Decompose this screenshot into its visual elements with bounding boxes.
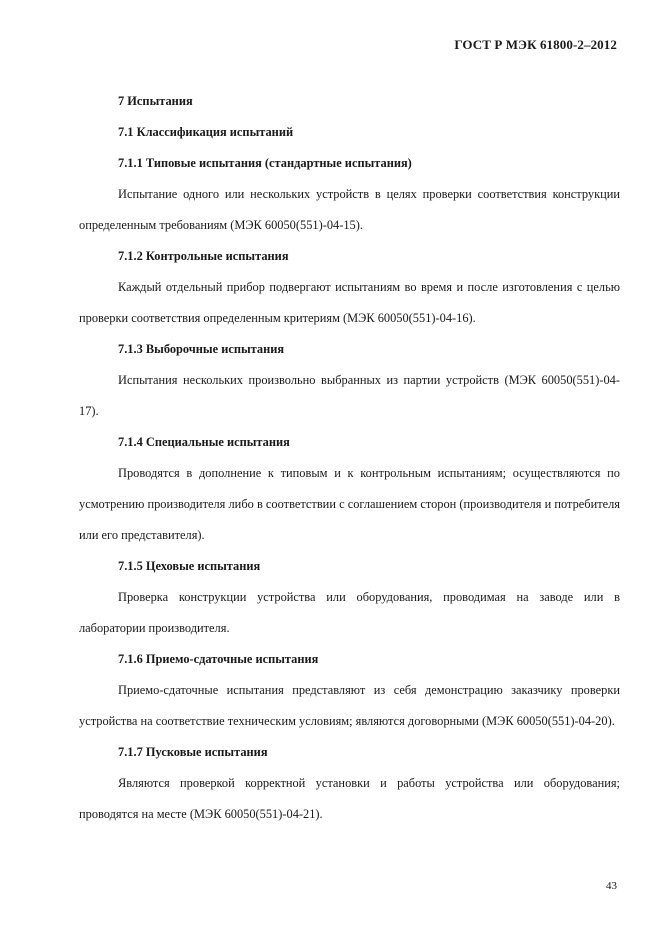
section-heading-7-1: 7.1 Классификация испытаний — [118, 125, 294, 139]
section-heading-7-1-2: 7.1.2 Контрольные испытания — [118, 249, 289, 263]
paragraph-7-1-5: Проверка конструкции устройства или оборудования, проводимая на заводе или в лаборатории производителя. — [79, 590, 620, 635]
section-heading-7-1-6: 7.1.6 Приемо-сдаточные испытания — [118, 652, 319, 666]
paragraph-7-1-6: Приемо-сдаточные испытания представляют из себя демонстрацию заказчику проверки устройства на соответствие техническим условиям; являются договорными (МЭК 60050(551)-04-20). — [79, 683, 620, 728]
section-heading-7-1-3: 7.1.3 Выборочные испытания — [118, 342, 285, 356]
paragraph-7-1-4: Проводятся в дополнение к типовым и к контрольным испытаниям; осуществляются по усмотрению производителя либо в соответствии с соглашением сторон (производителя и потребителя или его представителя). — [79, 466, 620, 542]
section-heading-7: 7 Испытания — [118, 94, 193, 108]
paragraph-7-1-3: Испытания нескольких произвольно выбранных из партии устройств (МЭК 60050(551)-04-17). — [79, 373, 620, 418]
document-header: ГОСТ Р МЭК 61800-2–2012 — [454, 37, 617, 52]
paragraph-7-1-7: Являются проверкой корректной установки и работы устройства или оборудования; проводятся на месте (МЭК 60050(551)-04-21). — [79, 776, 620, 821]
paragraph-7-1-1: Испытание одного или нескольких устройств в целях проверки соответствия конструкции определенным требованиям (МЭК 60050(551)-04-15). — [79, 187, 620, 232]
document-body — [79, 86, 620, 830]
paragraph-7-1-2: Каждый отдельный прибор подвергают испытаниям во время и после изготовления с целью проверки соответствия определенным критериям (МЭК 60050(551)-04-16). — [79, 280, 620, 325]
section-heading-7-1-5: 7.1.5 Цеховые испытания — [118, 559, 261, 573]
section-heading-7-1-1: 7.1.1 Типовые испытания (стандартные испытания) — [118, 156, 412, 170]
section-heading-7-1-4: 7.1.4 Специальные испытания — [118, 435, 290, 449]
section-heading-7-1-7: 7.1.7 Пусковые испытания — [118, 745, 268, 759]
page-number: 43 — [606, 880, 617, 892]
